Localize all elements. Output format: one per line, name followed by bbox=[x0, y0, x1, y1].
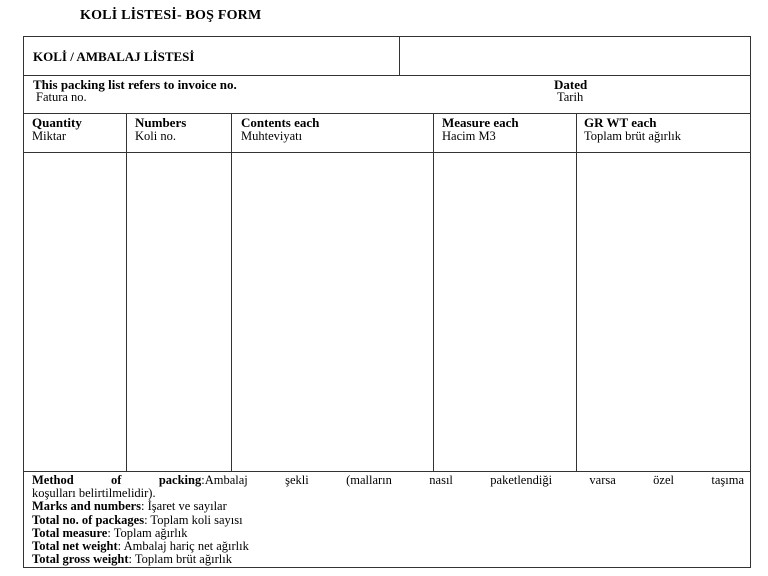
page-title: KOLİ LİSTESİ- BOŞ FORM bbox=[80, 8, 262, 23]
column-header-divider bbox=[24, 152, 750, 153]
method-text: :Ambalaj şekli (malların nasıl paketlendiği varsa özel taşıma bbox=[201, 473, 745, 487]
dated-label: Dated bbox=[554, 77, 588, 92]
column-header-tr: Muhteviyatı bbox=[241, 129, 303, 143]
column-divider-3 bbox=[433, 113, 434, 471]
column-divider-4 bbox=[576, 113, 577, 471]
footer-notes bbox=[32, 474, 744, 566]
net-label: Total net weight bbox=[32, 539, 118, 554]
column-header-en: GR WT each bbox=[584, 115, 657, 130]
gross-label: Total gross weight bbox=[32, 552, 129, 567]
column-header-tr: Miktar bbox=[32, 129, 67, 143]
invoice-label: This packing list refers to invoice no. bbox=[33, 77, 237, 92]
invoice-divider bbox=[24, 113, 750, 114]
column-header-en: Quantity bbox=[32, 115, 82, 130]
column-header-quantity bbox=[32, 116, 82, 143]
gross-text: : Toplam brüt ağırlık bbox=[128, 552, 232, 567]
footer-divider bbox=[24, 471, 750, 472]
net-text: : Ambalaj hariç net ağırlık bbox=[117, 539, 249, 554]
column-header-en: Contents each bbox=[241, 115, 320, 130]
column-header-tr: Hacim M3 bbox=[442, 129, 496, 143]
measure-label: Total measure bbox=[32, 525, 108, 540]
marks-label: Marks and numbers bbox=[32, 499, 142, 514]
column-divider-2 bbox=[231, 113, 232, 471]
measure-text: : Toplam ağırlık bbox=[107, 525, 188, 540]
dated-label-tr: Tarih bbox=[557, 90, 584, 104]
method-text-continued: koşulları belirtilmelidir). bbox=[32, 486, 156, 501]
column-header-numbers bbox=[135, 116, 186, 143]
column-header-en: Measure each bbox=[442, 115, 519, 130]
packages-text: : Toplam koli sayısı bbox=[144, 512, 243, 527]
total-gross-weight bbox=[32, 553, 744, 566]
column-header-measure bbox=[442, 116, 519, 143]
form-name: KOLİ / AMBALAJ LİSTESİ bbox=[33, 49, 195, 64]
column-header-tr: Koli no. bbox=[135, 129, 176, 143]
column-header-en: Numbers bbox=[135, 115, 187, 130]
header-divider bbox=[24, 75, 750, 76]
column-header-gross-weight bbox=[584, 116, 681, 143]
marks-text: : İşaret ve sayılar bbox=[141, 499, 227, 514]
invoice-label-tr: Fatura no. bbox=[36, 90, 87, 104]
column-divider-1 bbox=[126, 113, 127, 471]
column-header-contents bbox=[241, 116, 319, 143]
column-header-tr: Toplam brüt ağırlık bbox=[584, 129, 682, 143]
form-name-divider bbox=[399, 37, 400, 75]
method-label: Method of packing bbox=[32, 473, 202, 487]
packages-label: Total no. of packages bbox=[32, 512, 145, 527]
